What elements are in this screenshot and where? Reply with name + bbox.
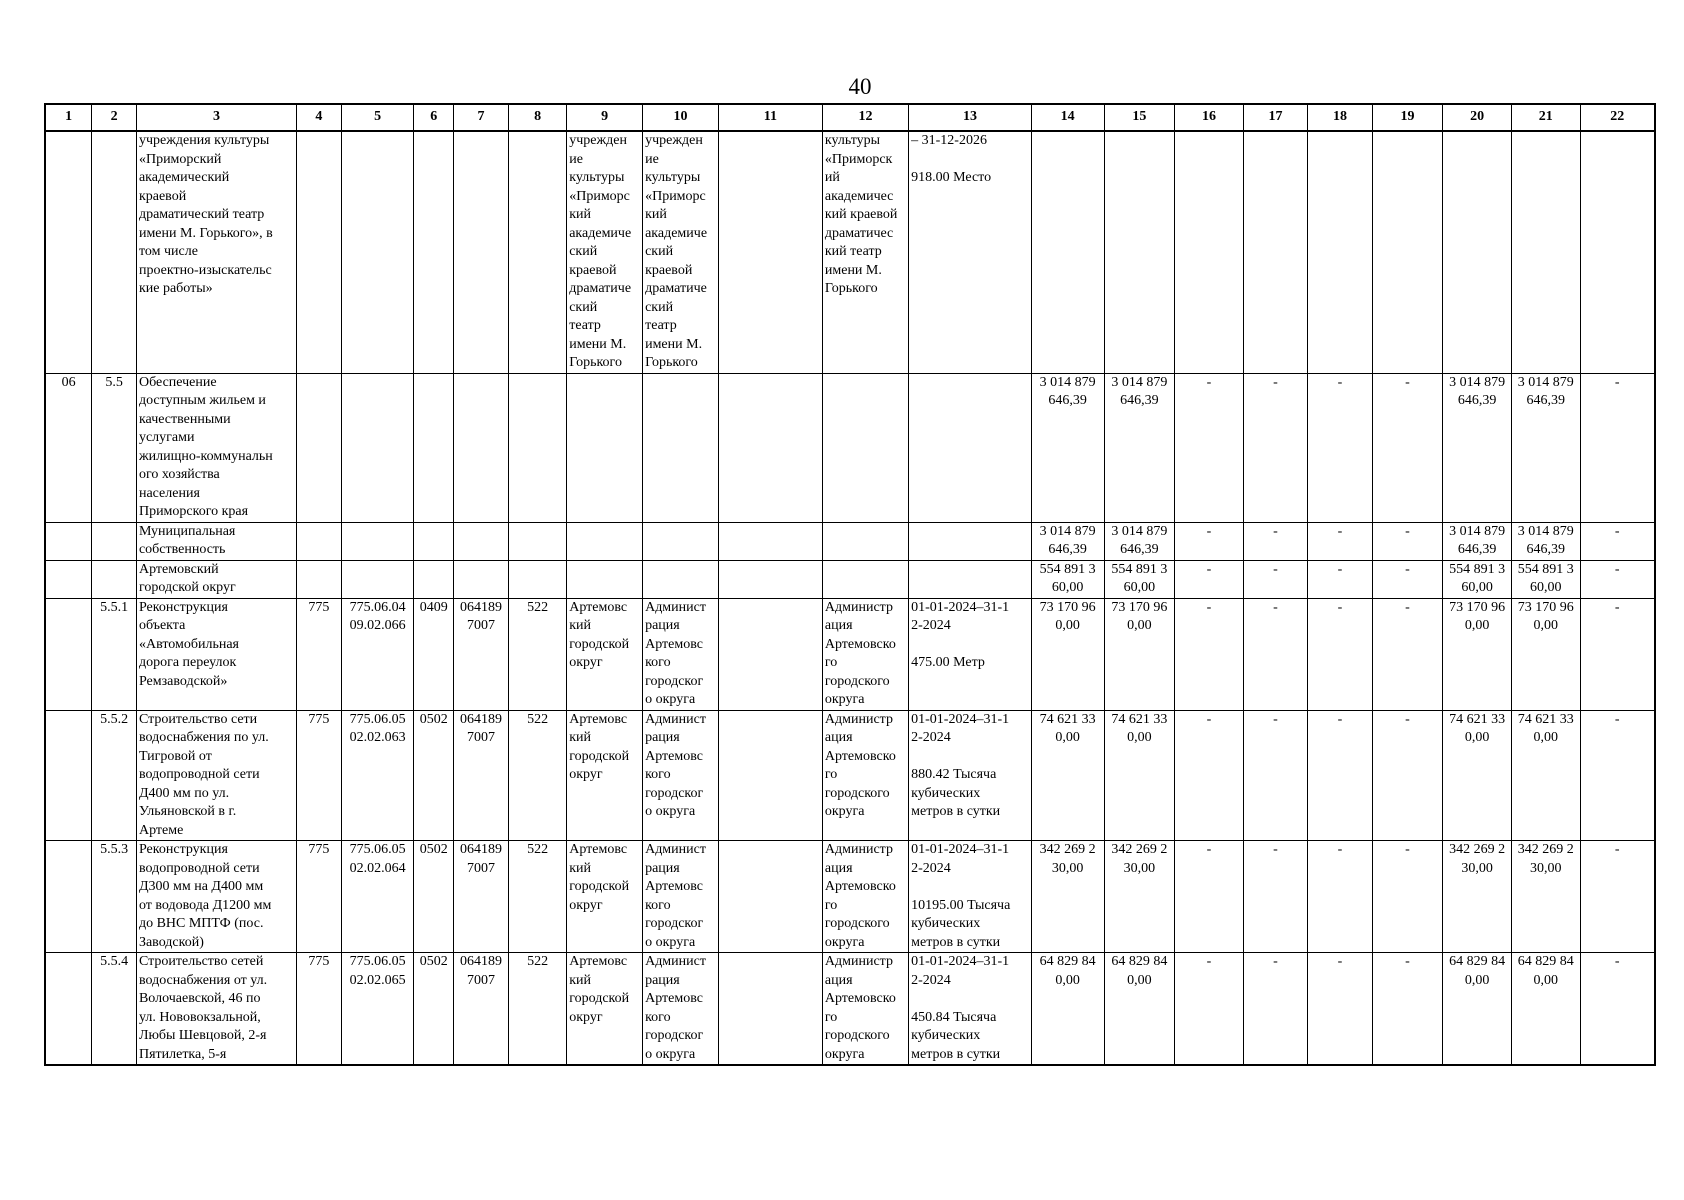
cell-col-20: 342 269 2 30,00 bbox=[1443, 841, 1512, 953]
cell-col-10 bbox=[643, 560, 719, 598]
column-header-10: 10 bbox=[643, 104, 719, 131]
cell-col-9: Артемовс кий городской округ bbox=[567, 598, 643, 710]
cell-col-13 bbox=[909, 373, 1032, 522]
budget-table bbox=[44, 103, 1656, 1066]
cell-col-18: - bbox=[1308, 841, 1372, 953]
cell-col-22: - bbox=[1580, 522, 1655, 560]
column-header-17: 17 bbox=[1243, 104, 1307, 131]
cell-col-8 bbox=[509, 131, 567, 373]
cell-col-21 bbox=[1511, 131, 1580, 373]
cell-col-6 bbox=[414, 131, 453, 373]
cell-col-3: Артемовский городской округ bbox=[136, 560, 296, 598]
cell-col-6: 0409 bbox=[414, 598, 453, 710]
cell-col-3: Реконструкция объекта «Автомобильная дорога переулок Ремзаводской» bbox=[136, 598, 296, 710]
cell-col-14: 64 829 84 0,00 bbox=[1031, 953, 1104, 1066]
cell-col-16: - bbox=[1175, 710, 1244, 841]
cell-col-15: 3 014 879 646,39 bbox=[1104, 522, 1175, 560]
cell-col-7: 064189 7007 bbox=[453, 710, 508, 841]
column-header-18: 18 bbox=[1308, 104, 1372, 131]
cell-col-18: - bbox=[1308, 710, 1372, 841]
cell-col-10: Админист рация Артемовс кого городског о округа bbox=[643, 953, 719, 1066]
cell-col-12: Администр ация Артемовско го городского округа bbox=[822, 841, 908, 953]
cell-col-13: 01-01-2024–31-1 2-2024 475.00 Метр bbox=[909, 598, 1032, 710]
cell-col-1 bbox=[45, 522, 92, 560]
cell-col-21: 64 829 84 0,00 bbox=[1511, 953, 1580, 1066]
column-header-1: 1 bbox=[45, 104, 92, 131]
column-header-9: 9 bbox=[567, 104, 643, 131]
column-header-12: 12 bbox=[822, 104, 908, 131]
cell-col-4: 775 bbox=[297, 953, 342, 1066]
cell-col-20: 554 891 3 60,00 bbox=[1443, 560, 1512, 598]
cell-col-15 bbox=[1104, 131, 1175, 373]
cell-col-12 bbox=[822, 373, 908, 522]
table-row bbox=[45, 560, 1655, 598]
column-header-2: 2 bbox=[92, 104, 137, 131]
cell-col-20 bbox=[1443, 131, 1512, 373]
cell-col-22: - bbox=[1580, 598, 1655, 710]
cell-col-12 bbox=[822, 522, 908, 560]
cell-col-16: - bbox=[1175, 560, 1244, 598]
cell-col-11 bbox=[718, 598, 822, 710]
cell-col-3: Муниципальная собственность bbox=[136, 522, 296, 560]
cell-col-6 bbox=[414, 560, 453, 598]
column-header-19: 19 bbox=[1372, 104, 1443, 131]
cell-col-5: 775.06.05 02.02.063 bbox=[341, 710, 414, 841]
cell-col-15: 73 170 96 0,00 bbox=[1104, 598, 1175, 710]
column-header-16: 16 bbox=[1175, 104, 1244, 131]
cell-col-1 bbox=[45, 841, 92, 953]
cell-col-11 bbox=[718, 953, 822, 1066]
cell-col-12: Администр ация Артемовско го городского округа bbox=[822, 710, 908, 841]
cell-col-22: - bbox=[1580, 373, 1655, 522]
table-row bbox=[45, 522, 1655, 560]
cell-col-6: 0502 bbox=[414, 841, 453, 953]
cell-col-5: 775.06.05 02.02.065 bbox=[341, 953, 414, 1066]
cell-col-19: - bbox=[1372, 953, 1443, 1066]
cell-col-18: - bbox=[1308, 522, 1372, 560]
cell-col-15: 342 269 2 30,00 bbox=[1104, 841, 1175, 953]
cell-col-17: - bbox=[1243, 841, 1307, 953]
cell-col-22: - bbox=[1580, 560, 1655, 598]
table-row bbox=[45, 131, 1655, 373]
cell-col-16: - bbox=[1175, 522, 1244, 560]
column-header-4: 4 bbox=[297, 104, 342, 131]
cell-col-9: Артемовс кий городской округ bbox=[567, 710, 643, 841]
cell-col-7 bbox=[453, 522, 508, 560]
cell-col-2: 5.5 bbox=[92, 373, 137, 522]
cell-col-11 bbox=[718, 522, 822, 560]
table-row bbox=[45, 841, 1655, 953]
cell-col-1 bbox=[45, 560, 92, 598]
cell-col-21: 3 014 879 646,39 bbox=[1511, 373, 1580, 522]
cell-col-8: 522 bbox=[509, 710, 567, 841]
cell-col-3: Реконструкция водопроводной сети Д300 мм на Д400 мм от водовода Д1200 мм до ВНС МПТФ (пос. Заводской) bbox=[136, 841, 296, 953]
cell-col-12: Администр ация Артемовско го городского округа bbox=[822, 953, 908, 1066]
cell-col-12: культуры «Приморск ий академичес кий краевой драматичес кий театр имени М. Горького bbox=[822, 131, 908, 373]
cell-col-19: - bbox=[1372, 710, 1443, 841]
cell-col-4 bbox=[297, 373, 342, 522]
cell-col-20: 64 829 84 0,00 bbox=[1443, 953, 1512, 1066]
cell-col-21: 554 891 3 60,00 bbox=[1511, 560, 1580, 598]
column-header-7: 7 bbox=[453, 104, 508, 131]
cell-col-21: 74 621 33 0,00 bbox=[1511, 710, 1580, 841]
cell-col-14: 3 014 879 646,39 bbox=[1031, 522, 1104, 560]
cell-col-9: учрежден ие культуры «Приморс кий академиче ский краевой драматиче ский театр имени М. Горького bbox=[567, 131, 643, 373]
page-number: 40 bbox=[848, 74, 872, 99]
cell-col-7: 064189 7007 bbox=[453, 598, 508, 710]
column-header-21: 21 bbox=[1511, 104, 1580, 131]
cell-col-14: 73 170 96 0,00 bbox=[1031, 598, 1104, 710]
cell-col-21: 342 269 2 30,00 bbox=[1511, 841, 1580, 953]
cell-col-8 bbox=[509, 522, 567, 560]
cell-col-11 bbox=[718, 841, 822, 953]
cell-col-21: 73 170 96 0,00 bbox=[1511, 598, 1580, 710]
cell-col-7 bbox=[453, 373, 508, 522]
cell-col-12 bbox=[822, 560, 908, 598]
cell-col-15: 3 014 879 646,39 bbox=[1104, 373, 1175, 522]
cell-col-19 bbox=[1372, 131, 1443, 373]
cell-col-16 bbox=[1175, 131, 1244, 373]
cell-col-15: 64 829 84 0,00 bbox=[1104, 953, 1175, 1066]
cell-col-16: - bbox=[1175, 598, 1244, 710]
cell-col-4 bbox=[297, 522, 342, 560]
cell-col-13: 01-01-2024–31-1 2-2024 450.84 Тысяча кубических метров в сутки bbox=[909, 953, 1032, 1066]
cell-col-2: 5.5.1 bbox=[92, 598, 137, 710]
cell-col-3: Строительство сетей водоснабжения от ул. Волочаевской, 46 по ул. Нововокзальной, Любы Шевцовой, 2-я Пятилетка, 5-я bbox=[136, 953, 296, 1066]
column-header-13: 13 bbox=[909, 104, 1032, 131]
cell-col-19: - bbox=[1372, 598, 1443, 710]
cell-col-18 bbox=[1308, 131, 1372, 373]
cell-col-1 bbox=[45, 710, 92, 841]
cell-col-9 bbox=[567, 373, 643, 522]
cell-col-17: - bbox=[1243, 710, 1307, 841]
column-header-15: 15 bbox=[1104, 104, 1175, 131]
cell-col-5: 775.06.05 02.02.064 bbox=[341, 841, 414, 953]
cell-col-6: 0502 bbox=[414, 953, 453, 1066]
cell-col-8 bbox=[509, 560, 567, 598]
cell-col-19: - bbox=[1372, 560, 1443, 598]
cell-col-17 bbox=[1243, 131, 1307, 373]
cell-col-14: 554 891 3 60,00 bbox=[1031, 560, 1104, 598]
column-header-3: 3 bbox=[136, 104, 296, 131]
cell-col-2 bbox=[92, 131, 137, 373]
cell-col-22 bbox=[1580, 131, 1655, 373]
cell-col-20: 73 170 96 0,00 bbox=[1443, 598, 1512, 710]
table-row bbox=[45, 710, 1655, 841]
cell-col-6 bbox=[414, 373, 453, 522]
cell-col-6: 0502 bbox=[414, 710, 453, 841]
cell-col-9: Артемовс кий городской округ bbox=[567, 841, 643, 953]
cell-col-9 bbox=[567, 560, 643, 598]
cell-col-11 bbox=[718, 710, 822, 841]
cell-col-7: 064189 7007 bbox=[453, 953, 508, 1066]
cell-col-10: учрежден ие культуры «Приморс кий академиче ский краевой драматиче ский театр имени М. Горького bbox=[643, 131, 719, 373]
table-row bbox=[45, 373, 1655, 522]
cell-col-8: 522 bbox=[509, 953, 567, 1066]
cell-col-21: 3 014 879 646,39 bbox=[1511, 522, 1580, 560]
cell-col-22: - bbox=[1580, 953, 1655, 1066]
cell-col-17: - bbox=[1243, 560, 1307, 598]
cell-col-9 bbox=[567, 522, 643, 560]
cell-col-10: Админист рация Артемовс кого городског о округа bbox=[643, 841, 719, 953]
cell-col-5: 775.06.04 09.02.066 bbox=[341, 598, 414, 710]
cell-col-2 bbox=[92, 522, 137, 560]
cell-col-13 bbox=[909, 522, 1032, 560]
cell-col-10 bbox=[643, 522, 719, 560]
cell-col-14: 3 014 879 646,39 bbox=[1031, 373, 1104, 522]
cell-col-16: - bbox=[1175, 953, 1244, 1066]
cell-col-4: 775 bbox=[297, 598, 342, 710]
cell-col-4 bbox=[297, 131, 342, 373]
cell-col-14 bbox=[1031, 131, 1104, 373]
cell-col-20: 3 014 879 646,39 bbox=[1443, 373, 1512, 522]
cell-col-19: - bbox=[1372, 841, 1443, 953]
cell-col-15: 74 621 33 0,00 bbox=[1104, 710, 1175, 841]
cell-col-1 bbox=[45, 598, 92, 710]
cell-col-10: Админист рация Артемовс кого городског о округа bbox=[643, 598, 719, 710]
cell-col-12: Администр ация Артемовско го городского округа bbox=[822, 598, 908, 710]
cell-col-1: 06 bbox=[45, 373, 92, 522]
cell-col-18: - bbox=[1308, 598, 1372, 710]
column-header-6: 6 bbox=[414, 104, 453, 131]
cell-col-13: 01-01-2024–31-1 2-2024 880.42 Тысяча кубических метров в сутки bbox=[909, 710, 1032, 841]
column-header-11: 11 bbox=[718, 104, 822, 131]
cell-col-4: 775 bbox=[297, 710, 342, 841]
cell-col-2: 5.5.3 bbox=[92, 841, 137, 953]
cell-col-17: - bbox=[1243, 598, 1307, 710]
cell-col-16: - bbox=[1175, 841, 1244, 953]
cell-col-13: – 31-12-2026 918.00 Место bbox=[909, 131, 1032, 373]
cell-col-8: 522 bbox=[509, 598, 567, 710]
cell-col-5 bbox=[341, 373, 414, 522]
cell-col-17: - bbox=[1243, 522, 1307, 560]
cell-col-5 bbox=[341, 131, 414, 373]
cell-col-3: учреждения культуры «Приморский академический краевой драматический театр имени М. Горького», в том числе проектно-изыскательс кие работы» bbox=[136, 131, 296, 373]
cell-col-18: - bbox=[1308, 373, 1372, 522]
cell-col-1 bbox=[45, 131, 92, 373]
cell-col-7: 064189 7007 bbox=[453, 841, 508, 953]
cell-col-13 bbox=[909, 560, 1032, 598]
cell-col-10: Админист рация Артемовс кого городског о округа bbox=[643, 710, 719, 841]
column-header-20: 20 bbox=[1443, 104, 1512, 131]
cell-col-7 bbox=[453, 560, 508, 598]
cell-col-20: 3 014 879 646,39 bbox=[1443, 522, 1512, 560]
cell-col-8: 522 bbox=[509, 841, 567, 953]
cell-col-4: 775 bbox=[297, 841, 342, 953]
cell-col-9: Артемовс кий городской округ bbox=[567, 953, 643, 1066]
cell-col-2: 5.5.4 bbox=[92, 953, 137, 1066]
column-header-row bbox=[45, 104, 1655, 131]
cell-col-20: 74 621 33 0,00 bbox=[1443, 710, 1512, 841]
cell-col-14: 74 621 33 0,00 bbox=[1031, 710, 1104, 841]
column-header-14: 14 bbox=[1031, 104, 1104, 131]
table-body bbox=[45, 131, 1655, 1065]
cell-col-22: - bbox=[1580, 841, 1655, 953]
cell-col-3: Строительство сети водоснабжения по ул. Тигровой от водопроводной сети Д400 мм по ул. Ульяновской в г. Артеме bbox=[136, 710, 296, 841]
cell-col-15: 554 891 3 60,00 bbox=[1104, 560, 1175, 598]
cell-col-2: 5.5.2 bbox=[92, 710, 137, 841]
cell-col-11 bbox=[718, 131, 822, 373]
cell-col-1 bbox=[45, 953, 92, 1066]
cell-col-17: - bbox=[1243, 373, 1307, 522]
cell-col-18: - bbox=[1308, 953, 1372, 1066]
cell-col-18: - bbox=[1308, 560, 1372, 598]
cell-col-2 bbox=[92, 560, 137, 598]
cell-col-10 bbox=[643, 373, 719, 522]
column-header-22: 22 bbox=[1580, 104, 1655, 131]
cell-col-8 bbox=[509, 373, 567, 522]
column-header-8: 8 bbox=[509, 104, 567, 131]
cell-col-22: - bbox=[1580, 710, 1655, 841]
cell-col-11 bbox=[718, 560, 822, 598]
cell-col-11 bbox=[718, 373, 822, 522]
cell-col-16: - bbox=[1175, 373, 1244, 522]
cell-col-17: - bbox=[1243, 953, 1307, 1066]
cell-col-7 bbox=[453, 131, 508, 373]
cell-col-5 bbox=[341, 560, 414, 598]
cell-col-19: - bbox=[1372, 373, 1443, 522]
cell-col-14: 342 269 2 30,00 bbox=[1031, 841, 1104, 953]
table-row bbox=[45, 953, 1655, 1066]
column-header-5: 5 bbox=[341, 104, 414, 131]
table-row bbox=[45, 598, 1655, 710]
cell-col-13: 01-01-2024–31-1 2-2024 10195.00 Тысяча кубических метров в сутки bbox=[909, 841, 1032, 953]
cell-col-3: Обеспечение доступным жильем и качественными услугами жилищно-коммунальн ого хозяйства населения Приморского края bbox=[136, 373, 296, 522]
cell-col-19: - bbox=[1372, 522, 1443, 560]
cell-col-5 bbox=[341, 522, 414, 560]
cell-col-6 bbox=[414, 522, 453, 560]
cell-col-4 bbox=[297, 560, 342, 598]
